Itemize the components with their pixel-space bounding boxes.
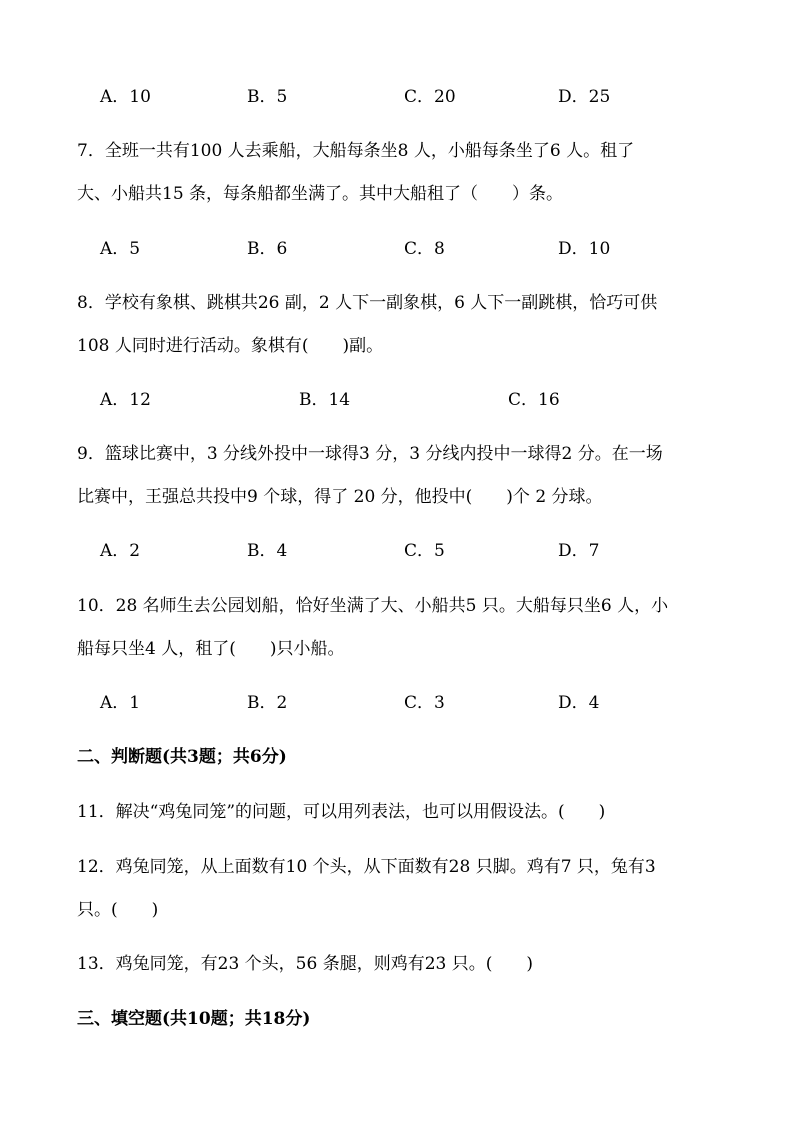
q8-option-a: A．12 (100, 390, 151, 410)
q7-option-a: A．5 (100, 239, 141, 259)
q9-text-line2: 比赛中，王强总共投中9 个球，得了 20 分，他投中( )个 2 分球。 (77, 487, 603, 507)
q13-text: 13．鸡兔同笼，有23 个头，56 条腿，则鸡有23 只。( ) (77, 954, 534, 974)
q10-option-d: D．4 (558, 693, 600, 713)
section-heading-fill-in: 三、填空题(共10题；共18分) (77, 1009, 311, 1029)
q10-option-b: B．2 (247, 693, 288, 713)
q9-option-c: C．5 (404, 541, 445, 561)
q8-text-line1: 8．学校有象棋、跳棋共26 副，2 人下一副象棋，6 人下一副跳棋，恰巧可供 (77, 293, 658, 313)
q6-option-a: A．10 (100, 87, 151, 107)
section-heading-true-false: 二、判断题(共3题；共6分) (77, 747, 287, 767)
q10-option-a: A．1 (100, 693, 141, 713)
q9-option-d: D．7 (558, 541, 600, 561)
q8-option-b: B．14 (299, 390, 351, 410)
q6-option-c: C．20 (404, 87, 456, 107)
q7-option-c: C．8 (404, 239, 445, 259)
q7-text-line1: 7．全班一共有100 人去乘船，大船每条坐8 人，小船每条坐了6 人。租了 (77, 141, 635, 161)
q9-option-a: A．2 (100, 541, 141, 561)
q6-option-d: D．25 (558, 87, 611, 107)
q8-text-line2: 108 人同时进行活动。象棋有( )副。 (77, 336, 384, 356)
q7-option-d: D．10 (558, 239, 611, 259)
q7-option-b: B．6 (247, 239, 288, 259)
q10-option-c: C．3 (404, 693, 445, 713)
q11-text: 11．解决“鸡兔同笼”的问题，可以用列表法，也可以用假设法。( ) (77, 802, 606, 822)
q9-text-line1: 9．篮球比赛中，3 分线外投中一球得3 分，3 分线内投中一球得2 分。在一场 (77, 444, 663, 464)
q8-option-c: C．16 (508, 390, 560, 410)
q10-text-line2: 船每只坐4 人，租了( )只小船。 (77, 639, 345, 659)
q12-text-line1: 12．鸡兔同笼，从上面数有10 个头，从下面数有28 只脚。鸡有7 只，兔有3 (77, 857, 656, 877)
q7-text-line2: 大、小船共15 条，每条船都坐满了。其中大船租了（ ）条。 (77, 184, 564, 204)
q12-text-line2: 只。( ) (77, 900, 159, 920)
q6-option-b: B．5 (247, 87, 288, 107)
q9-option-b: B．4 (247, 541, 288, 561)
q10-text-line1: 10．28 名师生去公园划船，恰好坐满了大、小船共5 只。大船每只坐6 人，小 (77, 596, 669, 616)
